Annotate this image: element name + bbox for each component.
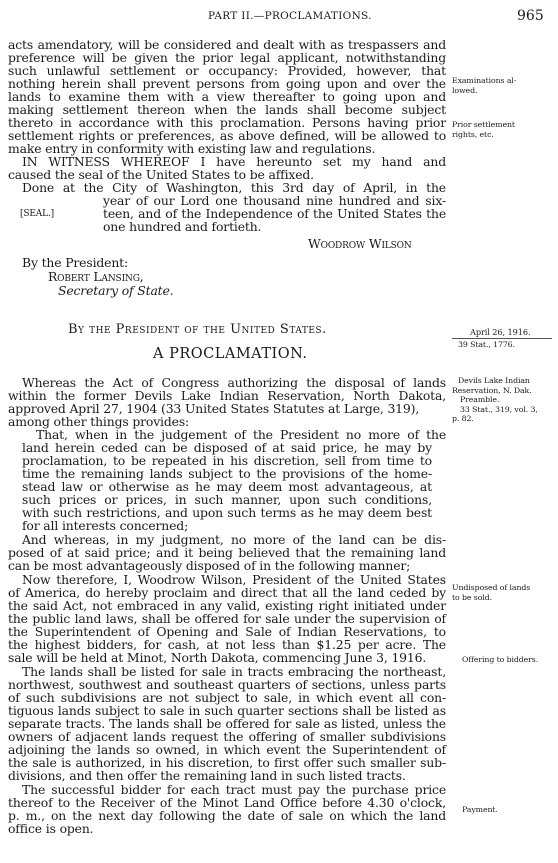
text-line: The lands shall be listed for sale in tracts embracing the northeast, — [22, 664, 446, 679]
text-line: the said Act, not embraced in any valid, existing right initiated under — [8, 598, 446, 613]
text-line: stead law or otherwise as he may deem most advantageous, at — [22, 479, 432, 494]
text-line: northwest, southwest and southeast quarters of sections, unless parts — [8, 677, 446, 692]
attest-by: By the President: — [22, 255, 129, 270]
text-line: separate tracts. The lands shall be offered for sale as listed, unless the — [8, 716, 446, 731]
date-rule — [452, 338, 552, 339]
margin-note-prior-settlement: Prior settlement rights, etc. — [452, 120, 515, 139]
text-line: the highest bidders, for cash, at not less than $1.25 per acre. The — [8, 637, 446, 652]
text-line: Now therefore, I, Woodrow Wilson, President of the United States — [22, 572, 446, 587]
text-line: for all interests concerned; — [22, 518, 189, 533]
header-title: PART II.—PROCLAMATIONS. — [208, 10, 372, 22]
signature: Woodrow Wilson — [308, 236, 412, 251]
margin-note-offering: Offering to bidders. — [462, 655, 539, 664]
text-line: such prices or prices, in such manner, upon such conditions, — [22, 492, 432, 507]
stat-note: 39 Stat., 1776. — [458, 340, 515, 349]
text-line: thereto in accordance with this proclamation. Persons having prior — [8, 115, 446, 130]
text-line: divisions, and then offer the remaining land in such listed tracts. — [8, 768, 406, 783]
text-line: caused the seal of the United States to be affixed. — [8, 167, 314, 182]
attest-title: Secretary of State. — [58, 283, 174, 298]
text-line: lands to examine them with a view thereafter to going upon and — [8, 89, 446, 104]
text-line: IN WITNESS WHEREOF I have hereunto set my hand and — [22, 154, 446, 169]
text-line: the Superintendent of Opening and Sale of Indian Reservations, to — [8, 624, 446, 639]
text-line: of such subdivisions are not subject to sale, in which event all con- — [8, 690, 446, 705]
text-line: proclamation, to be repeated in his discretion, sell from time to — [22, 453, 432, 468]
text-line: Whereas the Act of Congress authorizing the disposal of lands — [22, 375, 446, 390]
date-note: April 26, 1916. — [470, 327, 531, 337]
text-line: teen, and of the Independence of the United States the — [103, 206, 446, 221]
text-line: time the remaining lands subject to the provisions of the home- — [22, 466, 432, 481]
text-line: of America, do hereby proclaim and direct that all the land ceded by — [8, 585, 446, 600]
text-line: can be most advantageously disposed of in the following manner; — [8, 558, 411, 573]
text-line: approved April 27, 1904 (33 United States Statutes at Large, 319), — [8, 401, 420, 416]
text-line: The successful bidder for each tract must pay the purchase price — [22, 782, 446, 797]
text-line: with such restrictions, and upon such terms as he may deem best — [22, 505, 432, 520]
text-line: Done at the City of Washington, this 3rd day of April, in the — [22, 180, 446, 195]
text-line: sale will be held at Minot, North Dakota, commencing June 3, 1916. — [8, 650, 427, 665]
margin-note-payment: Payment. — [462, 805, 498, 814]
text-line: adjoining the lands so owned, in which event the Superintendent of — [8, 742, 446, 757]
text-line: office is open. — [8, 821, 94, 836]
text-line: making settlement thereon when the lands shall become subject — [8, 102, 446, 117]
text-line: the sale is authorized, in his discretion, to first offer such smaller sub- — [8, 755, 446, 770]
proclamation-heading: A PROCLAMATION. — [153, 346, 308, 362]
text-line: one hundred and fortieth. — [103, 219, 262, 234]
text-line: such unlawful settlement or occupancy: Provided, however, that — [8, 63, 446, 78]
text-line: year of our Lord one thousand nine hundred and six- — [103, 193, 446, 208]
text-line: land herein ceded can be disposed of at said price, he may by — [22, 440, 432, 455]
text-line: the public land laws, shall be offered for sale under the supervision of — [8, 611, 446, 626]
margin-note-devils-lake: Devils Lake Indian Reservation, N. Dak. Preamble. 33 Stat., 319, vol. 3, p. 82. — [452, 376, 538, 423]
margin-note-examinations: Examinations al- lowed. — [452, 76, 517, 95]
text-line: tiguous lands subject to sale in such quarter sections shall be listed as — [8, 703, 446, 718]
proclamation-by-line: By the President of the United States. — [68, 322, 327, 337]
seal-mark: [SEAL.] — [20, 209, 55, 219]
text-line: owners of adjacent lands request the offering of smaller subdivisions — [8, 729, 446, 744]
margin-note-undisposed: Undisposed of lands to be sold. — [452, 583, 531, 602]
text-line: make entry in conformity with existing law and regulations. — [8, 141, 376, 156]
text-line: thereof to the Receiver of the Minot Land Office before 4.30 o'clock, — [8, 795, 446, 810]
text-line: preference will be given the prior legal applicant, notwithstanding — [8, 50, 446, 65]
page-number: 965 — [517, 8, 544, 24]
text-line: within the former Devils Lake Indian Reservation, North Dakota, — [8, 388, 446, 403]
text-line: settlement rights or preferences, as above defined, will be allowed to — [8, 128, 446, 143]
text-line: That, when in the judgement of the President no more of the — [36, 427, 446, 442]
text-line: acts amendatory, will be considered and dealt with as trespassers and — [8, 37, 446, 52]
text-line: nothing herein shall prevent persons from going upon and over the — [8, 76, 446, 91]
attest-name: Robert Lansing, — [48, 269, 144, 284]
text-line: among other things provides: — [8, 414, 190, 429]
text-line: And whereas, in my judgment, no more of the land can be dis- — [22, 532, 446, 547]
text-line: p. m., on the next day following the date of sale on which the land — [8, 808, 446, 823]
running-header — [0, 8, 558, 26]
text-line: posed of at said price; and it being believed that the remaining land — [8, 545, 446, 560]
